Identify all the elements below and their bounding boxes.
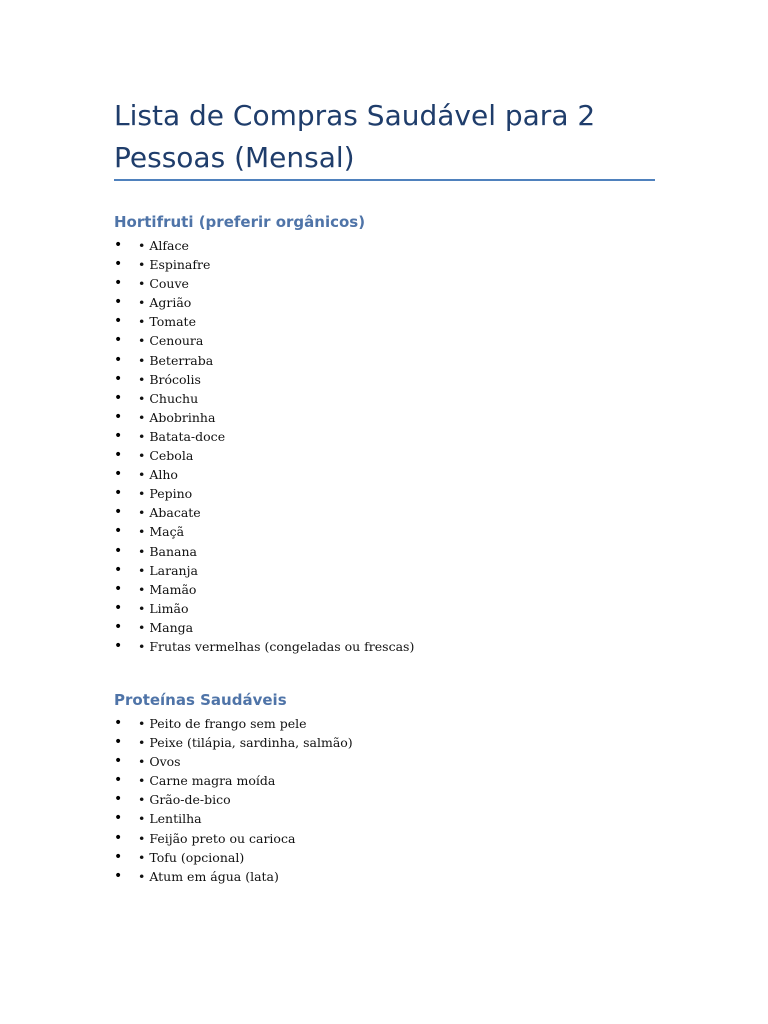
list-item	[114, 714, 674, 733]
list-item	[114, 542, 674, 561]
list-item	[114, 561, 674, 580]
list-item	[114, 408, 674, 427]
list-item	[114, 293, 674, 312]
bullet-icon: •	[114, 848, 123, 865]
section-proteinas	[114, 689, 674, 886]
list-item-text: • Atum em água (lata)	[138, 868, 279, 884]
list-item-text: • Agrião	[138, 295, 192, 311]
bullet-icon: •	[114, 829, 123, 846]
bullet-icon: •	[114, 867, 123, 884]
bullet-icon: •	[114, 637, 123, 654]
bullet-icon: •	[114, 542, 123, 559]
bullet-icon: •	[114, 447, 123, 464]
document-title: Lista de Compras Saudável para 2 Pessoas (Mensal)	[114, 99, 596, 174]
bullet-icon: •	[114, 370, 123, 387]
bullet-icon: •	[114, 485, 123, 502]
bullet-icon: •	[114, 810, 123, 827]
list-item	[114, 580, 674, 599]
list-item-text: • Brócolis	[138, 371, 201, 387]
list-item-text: • Peixe (tilápia, sardinha, salmão)	[138, 735, 353, 751]
list-item-text: • Maçã	[138, 524, 185, 540]
list-item-text: • Banana	[138, 543, 197, 559]
section-heading: Proteínas Saudáveis	[114, 691, 287, 709]
list-item	[114, 867, 674, 886]
bullet-icon: •	[114, 734, 123, 751]
list-item	[114, 848, 674, 867]
bullet-icon: •	[114, 466, 123, 483]
list-item-text: • Frutas vermelhas (congeladas ou frescas)	[138, 638, 415, 654]
list-item	[114, 370, 674, 389]
list-item-text: • Couve	[138, 276, 189, 292]
item-list	[114, 714, 674, 886]
bullet-icon: •	[114, 561, 123, 578]
bullet-icon: •	[114, 275, 123, 292]
list-item	[114, 503, 674, 522]
list-item-text: • Abacate	[138, 505, 201, 521]
list-item	[114, 446, 674, 465]
list-item	[114, 829, 674, 848]
list-item-text: • Pepino	[138, 486, 193, 502]
bullet-icon: •	[114, 504, 123, 521]
list-item	[114, 351, 674, 370]
list-item	[114, 255, 674, 274]
list-item	[114, 809, 674, 828]
list-item-text: • Manga	[138, 619, 194, 635]
list-item	[114, 274, 674, 293]
list-item-text: • Limão	[138, 600, 189, 616]
list-item-text: • Peito de frango sem pele	[138, 716, 307, 731]
bullet-icon: •	[114, 580, 123, 597]
section-hortifruti	[114, 211, 674, 656]
bullet-icon: •	[114, 427, 123, 444]
bullet-icon: •	[114, 351, 123, 368]
list-item	[114, 312, 674, 331]
bullet-icon: •	[114, 256, 123, 273]
list-item-text: • Alface	[138, 238, 189, 253]
list-item-text: • Batata-doce	[138, 428, 226, 444]
bullet-icon: •	[114, 408, 123, 425]
bullet-icon: •	[114, 332, 123, 349]
list-item	[114, 637, 674, 656]
bullet-icon: •	[114, 772, 123, 789]
bullet-icon: •	[114, 599, 123, 616]
list-item	[114, 389, 674, 408]
list-item	[114, 465, 674, 484]
list-item	[114, 599, 674, 618]
list-item-text: • Mamão	[138, 581, 197, 597]
bullet-icon: •	[114, 791, 123, 808]
list-item	[114, 790, 674, 809]
list-item-text: • Cenoura	[138, 333, 204, 349]
list-item	[114, 522, 674, 541]
list-item-text: • Ovos	[138, 754, 181, 770]
list-item	[114, 427, 674, 446]
list-item	[114, 771, 674, 790]
list-item-text: • Alho	[138, 467, 178, 483]
bullet-icon: •	[114, 753, 123, 770]
bullet-icon: •	[114, 313, 123, 330]
list-item-text: • Beterraba	[138, 352, 214, 368]
list-item-text: • Laranja	[138, 562, 198, 578]
bullet-icon: •	[114, 237, 123, 253]
list-item	[114, 752, 674, 771]
list-item-text: • Grão-de-bico	[138, 792, 231, 808]
title-divider	[114, 179, 655, 181]
list-item-text: • Tomate	[138, 314, 196, 330]
list-item-text: • Feijão preto ou carioca	[138, 830, 296, 846]
section-heading: Hortifruti (preferir orgânicos)	[114, 213, 366, 231]
list-item-text: • Lentilha	[138, 811, 202, 827]
list-item	[114, 733, 674, 752]
list-item-text: • Espinafre	[138, 257, 211, 273]
bullet-icon: •	[114, 523, 123, 540]
bullet-icon: •	[114, 715, 123, 731]
list-item-text: • Cebola	[138, 448, 194, 464]
list-item	[114, 618, 674, 637]
list-item	[114, 331, 674, 350]
list-item-text: • Carne magra moída	[138, 773, 276, 789]
bullet-icon: •	[114, 618, 123, 635]
list-item	[114, 236, 674, 255]
list-item-text: • Abobrinha	[138, 409, 216, 425]
list-item	[114, 484, 674, 503]
bullet-icon: •	[114, 294, 123, 311]
item-list	[114, 236, 674, 656]
list-item-text: • Chuchu	[138, 390, 199, 406]
bullet-icon: •	[114, 389, 123, 406]
list-item-text: • Tofu (opcional)	[138, 849, 245, 865]
